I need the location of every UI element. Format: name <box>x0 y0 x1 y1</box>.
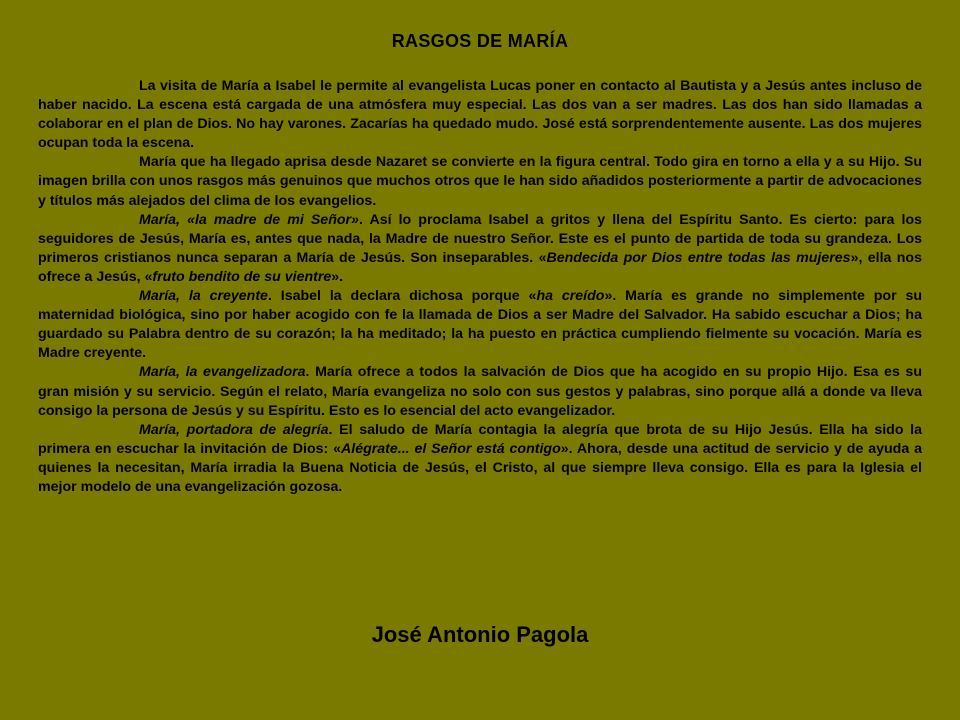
paragraph-3-text-1: . Así lo proclama Isabel a gritos y llena del Espíritu Santo. Es cierto: para los seguidores de Jesús, María es, antes que nada, la Madre de nuestro Señor. Este es el punto de partida de toda su grandeza. Los primeros cristianos nunca separan a María de Jesús. Son inseparables. « <box>38 211 922 266</box>
author-signature: José Antonio Pagola <box>371 622 589 647</box>
paragraph-3 <box>38 211 922 287</box>
paragraph-1: La visita de María a Isabel le permite al evangelista Lucas poner en contacto al Bautista y a Jesús antes incluso de haber nacido. La escena está cargada de una atmósfera muy especial. Las dos van a ser madres. Las dos han sido llamadas a colaborar en el plan de Dios. No hay varones. Zacarías ha quedado mudo. José está sorprendentemente ausente. Las dos mujeres ocupan toda la escena. <box>38 78 922 152</box>
paragraph-6 <box>38 421 922 497</box>
paragraph-4-text-2: ». María es grande no simplemente por su maternidad biológica, sino por haber acogido con fe la llamada de Dios a ser Madre del Salvador. Ha sabido escuchar a Dios; ha guardado su Palabra dentro de su corazón; la ha meditado; la ha puesto en práctica cumpliendo fielmente su vocación. María es Madre creyente. <box>38 288 923 362</box>
paragraph-3-quote-2: fruto bendito de su vientre <box>152 268 332 285</box>
paragraph-4-text-1: . Isabel la declara dichosa porque « <box>267 288 537 305</box>
paragraph-6-text-1: . El saludo de María contagia la alegría que brota de su Hijo Jesús. Ella ha sido la primera en escuchar la invitación de Dios: « <box>38 421 922 457</box>
paragraph-3-quote-1: Bendecida por Dios entre todas las mujeres <box>546 249 851 266</box>
document-title: RASGOS DE MARÍA <box>391 31 569 51</box>
paragraph-5 <box>38 363 922 420</box>
paragraph-6-text-2: ». Ahora, desde una actitud de servicio y de ayuda a quienes la necesitan, María irradia la Buena Noticia de Jesús, el Cristo, al que siempre lleva consigo. Ella es para la Iglesia el mejor modelo de una evangelización gozosa. <box>38 440 922 495</box>
paragraph-5-lead: María, la evangelizadora <box>139 364 306 381</box>
paragraph-4-lead: María, la creyente <box>139 288 268 305</box>
paragraph-2: María que ha llegado aprisa desde Nazaret se convierte en la figura central. Todo gira en torno a ella y a su Hijo. Su imagen brilla con unos rasgos más genuinos que muchos otros que le han sido añadidos posteriormente a partir de advocaciones y títulos más alejados del clima de los evangelios. <box>38 154 922 209</box>
paragraph-5-text-1: . María ofrece a todos la salvación de Dios que ha acogido en su propio Hijo. Esa es su gran misión y su servicio. Según el relato, María evangeliza no solo con sus gestos y palabras, sino porque allá a donde va lleva consigo la persona de Jesús y su Espíritu. Esto es lo esencial del acto evangelizador. <box>38 364 922 419</box>
paragraph-3-text-3: ». <box>331 268 344 285</box>
paragraph-3-lead: María, «la madre de mi Señor» <box>139 211 359 228</box>
paragraph-6-lead: María, portadora de alegría <box>139 421 329 438</box>
paragraph-4 <box>38 287 922 363</box>
article-body <box>38 77 922 497</box>
paragraph-4-quote-1: ha creído <box>536 288 605 305</box>
paragraph-3-text-2: », ella nos ofrece a Jesús, « <box>38 249 922 285</box>
paragraph-6-quote-1: Alégrate... el Señor está contigo <box>341 440 561 457</box>
